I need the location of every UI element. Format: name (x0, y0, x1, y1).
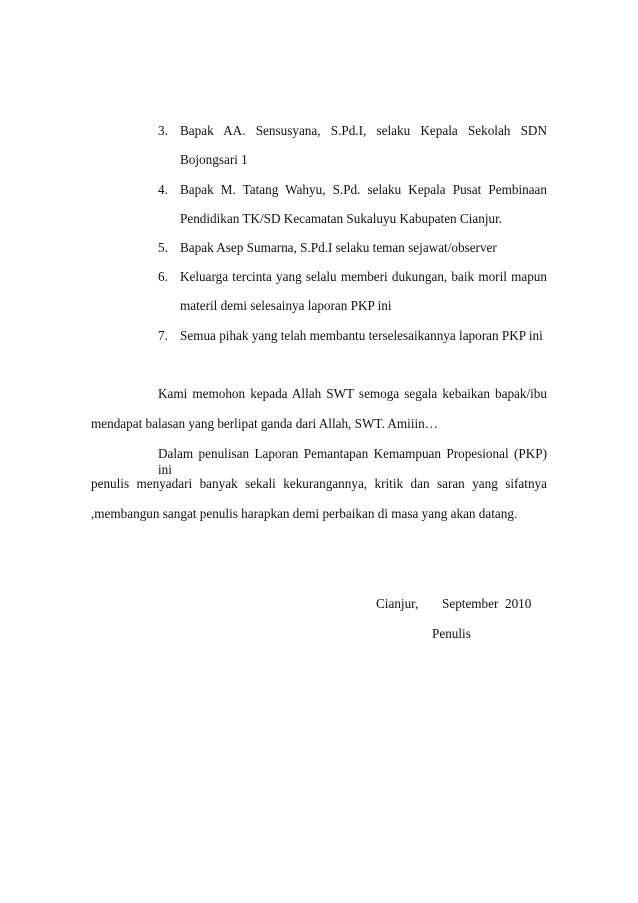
list-number: 4. (158, 182, 168, 197)
paragraph-line: Dalam penulisan Laporan Pemantapan Kemampuan Propesional (PKP) ini (158, 446, 547, 477)
paragraph-line: Kami memohon kepada Allah SWT semoga segala kebaikan bapak/ibu (158, 386, 547, 401)
paragraph-line: ,membangun sangat penulis harapkan demi perbaikan di masa yang akan datang. (91, 506, 518, 521)
signature-date: September 2010 (442, 596, 532, 611)
paragraph-line: mendapat balasan yang berlipat ganda dari Allah, SWT. Amiiin… (91, 416, 438, 431)
list-item-line: Keluarga tercinta yang selalu memberi dukungan, baik moril mapun (180, 269, 547, 284)
list-item-line: Bapak M. Tatang Wahyu, S.Pd. selaku Kepala Pusat Pembinaan (180, 182, 547, 197)
list-item-line: materil demi selesainya laporan PKP ini (180, 298, 392, 313)
list-number: 3. (158, 123, 168, 138)
list-item-line: Pendidikan TK/SD Kecamatan Sukaluyu Kabupaten Cianjur. (180, 211, 503, 226)
list-item-line: Semua pihak yang telah membantu terselesaikannya laporan PKP ini (180, 328, 543, 343)
list-number: 6. (158, 269, 168, 284)
list-number: 5. (158, 240, 168, 255)
paragraph-line: penulis menyadari banyak sekali kekurangannya, kritik dan saran yang sifatnya (91, 476, 547, 491)
list-item-line: Bapak AA. Sensusyana, S.Pd.I, selaku Kepala Sekolah SDN (180, 123, 547, 138)
list-item-line: Bapak Asep Sumarna, S.Pd.I selaku teman sejawat/observer (180, 240, 497, 255)
signature-place: Cianjur, (376, 596, 419, 611)
signature-role: Penulis (432, 626, 471, 641)
list-item-line: Bojongsari 1 (180, 152, 248, 167)
list-number: 7. (158, 328, 168, 343)
